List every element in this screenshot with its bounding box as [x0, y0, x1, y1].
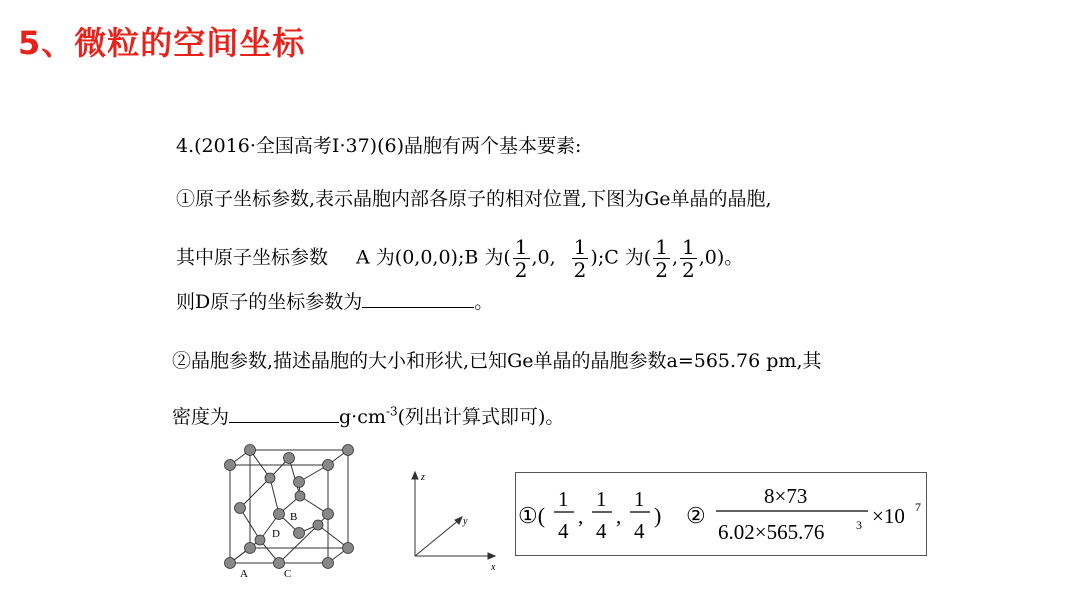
coord-c-end: ,0)。: [698, 246, 744, 269]
problem-header: 4.(2016·全国高考Ⅰ·37)(6)晶胞有两个基本要素:: [176, 135, 582, 157]
axis-y-label: y: [463, 516, 468, 527]
item1-line3-end: 。: [474, 291, 494, 313]
axis-x-label: x: [491, 562, 496, 573]
answer-frac1-den: 4: [558, 519, 569, 543]
coord-b-mid: ,0,: [531, 246, 556, 269]
item1-line2: [176, 236, 743, 281]
answer-frac2-den: 4: [596, 519, 607, 543]
density-unit: g·cm: [339, 406, 386, 428]
item1-line2-prefix: 其中原子坐标参数: [176, 246, 329, 269]
answer-formula: [516, 473, 928, 557]
answer-close: ): [654, 503, 662, 528]
density-denominator: 6.02×565.76: [718, 520, 825, 544]
fraction-half: $\frac{1}{2}$: [514, 235, 528, 282]
coord-b-end: );C 为(: [590, 246, 652, 269]
density-denominator-sup: 3: [856, 518, 862, 532]
answer-mark-2: ②: [686, 503, 706, 528]
page-title: 5、微粒的空间坐标: [18, 24, 306, 62]
label-a: A: [240, 568, 248, 580]
axes-diagram: [403, 468, 503, 578]
density-numerator: 8×73: [764, 484, 808, 508]
answer-mark-1: ①(: [518, 503, 546, 528]
axis-z-label: z: [421, 472, 425, 483]
label-c: C: [284, 568, 292, 580]
item1-line1: ①原子坐标参数,表示晶胞内部各原子的相对位置,下图为Ge单晶的晶胞,: [176, 188, 772, 210]
item2-line2-prefix: 密度为: [172, 406, 230, 428]
label-b: B: [290, 511, 298, 523]
label-d: D: [272, 528, 280, 540]
coord-c-sep: ,: [671, 246, 678, 269]
answer-blank-density[interactable]: [229, 404, 339, 423]
fraction-half: $\frac{1}{2}$: [573, 235, 587, 282]
answer-blank-d[interactable]: [362, 289, 474, 308]
ge-crystal-cell-diagram: [218, 440, 368, 582]
item2-line2-end: (列出计算式即可)。: [397, 406, 565, 428]
density-multiplier: ×10: [872, 504, 905, 528]
item1-line3: [176, 287, 493, 314]
answer-sep-2: ,: [616, 504, 622, 528]
item1-line3-text: 则D原子的坐标参数为: [176, 291, 363, 313]
density-unit-sup: -3: [385, 404, 398, 419]
answer-box: [515, 472, 927, 556]
item2-line1: ②晶胞参数,描述晶胞的大小和形状,已知Ge单晶的晶胞参数a=565.76 pm,其: [172, 350, 822, 372]
answer-frac3-num: 1: [634, 487, 645, 511]
coord-a: A 为(0,0,0);B 为(: [356, 246, 511, 269]
answer-frac1-num: 1: [558, 487, 569, 511]
fraction-half: $\frac{1}{2}$: [682, 235, 695, 282]
density-multiplier-sup: 7: [915, 500, 921, 514]
answer-frac2-num: 1: [596, 487, 607, 511]
fraction-half: $\frac{1}{2}$: [655, 235, 668, 282]
answer-frac3-den: 4: [634, 519, 645, 543]
answer-sep-1: ,: [578, 504, 584, 528]
item2-line2: [172, 402, 564, 429]
